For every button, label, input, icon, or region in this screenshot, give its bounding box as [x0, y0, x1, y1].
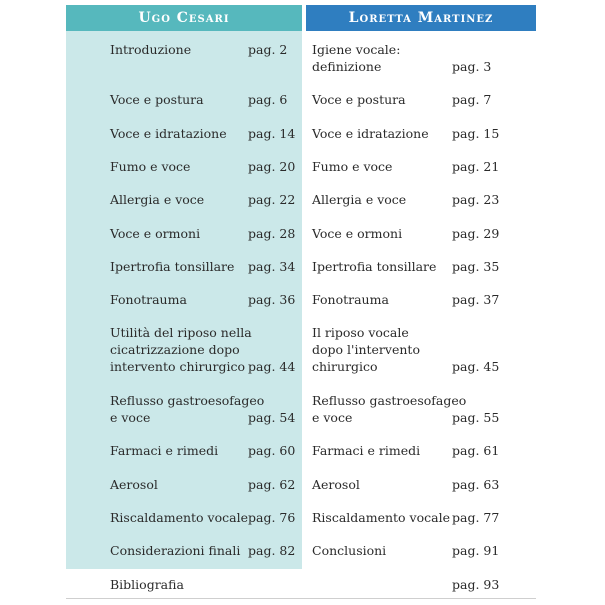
left-toc-entry-title-line: Riscaldamento vocale [110, 510, 248, 525]
bibliography-title: Bibliografia [110, 577, 184, 592]
left-toc-entry-title [110, 225, 200, 242]
right-toc-entry-title [312, 542, 386, 559]
left-toc-entry-title-line: Voce e postura [110, 92, 204, 107]
left-toc-entry-title [110, 291, 187, 308]
right-toc-entry-page: pag. 3 [452, 59, 492, 74]
left-toc-entry-title-line: intervento chirurgico [110, 359, 246, 374]
right-toc-entry-page: pag. 55 [452, 410, 500, 425]
right-toc-entry-title [312, 509, 450, 526]
left-toc-entry-page: pag. 22 [248, 192, 296, 207]
left-toc-entry-title-line: Introduzione [110, 42, 192, 57]
left-toc-entry-title [110, 542, 240, 559]
right-toc-entry-title [312, 476, 360, 493]
left-toc-entry-page: pag. 2 [248, 42, 288, 57]
right-toc-entry-title [312, 91, 406, 108]
left-toc-entry-page: pag. 36 [248, 292, 296, 307]
left-toc-entry-title-line: Considerazioni finali [110, 543, 241, 558]
left-toc-entry-title-line: Reflusso gastroesofageo [110, 393, 265, 408]
left-toc-entry-page: pag. 34 [248, 259, 296, 274]
right-toc-entry-title [312, 258, 436, 275]
left-toc-entry-title [110, 509, 248, 526]
right-toc-entry-page: pag. 29 [452, 226, 500, 241]
left-toc-entry-page: pag. 20 [248, 159, 296, 174]
right-toc-entry-title-line: e voce [312, 410, 353, 425]
right-toc-entry-title [312, 41, 400, 75]
right-toc-entry-title-line: Voce e ormoni [312, 226, 403, 241]
left-toc-entry-title-line: Allergia e voce [110, 192, 205, 207]
left-toc-entry-title [110, 476, 158, 493]
right-toc-entry-page: pag. 91 [452, 543, 500, 558]
right-toc-entry-title [312, 324, 420, 375]
right-toc-entry-title-line: definizione [312, 59, 382, 74]
left-toc-entry-title [110, 392, 264, 426]
left-toc-entry-page: pag. 6 [248, 92, 288, 107]
right-toc-entry-title [312, 291, 389, 308]
right-toc-entry-title [312, 125, 429, 142]
right-toc-entry-title [312, 158, 392, 175]
left-toc-entry-title-line: e voce [110, 410, 151, 425]
left-toc-entry-title [110, 91, 204, 108]
right-toc-entry-page: pag. 63 [452, 477, 500, 492]
left-toc-entry-title [110, 191, 204, 208]
author-header-left: Ugo Cesari [66, 5, 302, 31]
right-toc-entry-title-line: Allergia e voce [312, 192, 407, 207]
right-toc-entry-title-line: chirurgico [312, 359, 378, 374]
right-toc-entry-title-line: Aerosol [312, 477, 360, 492]
right-toc-entry-page: pag. 23 [452, 192, 500, 207]
right-toc-entry-title [312, 392, 466, 426]
left-toc-entry-title-line: Ipertrofia tonsillare [110, 259, 235, 274]
right-toc-entry-title-line: Conclusioni [312, 543, 387, 558]
right-toc-entry-title-line: Reflusso gastroesofageo [312, 393, 467, 408]
right-toc-entry-title-line: Il riposo vocale [312, 325, 409, 340]
left-toc-entry-title [110, 158, 190, 175]
left-toc-entry-title [110, 442, 218, 459]
left-toc-entry-page: pag. 60 [248, 443, 296, 458]
right-toc-entry-page: pag. 61 [452, 443, 500, 458]
left-toc-entry-title-line: Voce e ormoni [110, 226, 201, 241]
right-toc-entry-title [312, 442, 420, 459]
right-toc-entry-title-line: dopo l'intervento [312, 342, 420, 357]
author-header-right: Loretta Martinez [306, 5, 536, 31]
right-toc-entry-title-line: Fonotrauma [312, 292, 389, 307]
left-toc-entry-page: pag. 44 [248, 359, 296, 374]
left-toc-entry-title-line: Fumo e voce [110, 159, 191, 174]
right-toc-entry-title [312, 191, 406, 208]
left-toc-entry-title-line: Fonotrauma [110, 292, 187, 307]
left-toc-entry-title [110, 125, 227, 142]
left-toc-entry-page: pag. 76 [248, 510, 296, 525]
right-toc-entry-title [312, 225, 402, 242]
right-toc-entry-page: pag. 15 [452, 126, 500, 141]
right-toc-entry-page: pag. 37 [452, 292, 500, 307]
right-toc-entry-page: pag. 21 [452, 159, 500, 174]
right-toc-entry-title-line: Igiene vocale: [312, 42, 401, 57]
left-toc-entry-page: pag. 62 [248, 477, 296, 492]
right-toc-entry-page: pag. 45 [452, 359, 500, 374]
left-toc-entry-title-line: Voce e idratazione [110, 126, 227, 141]
left-toc-entry-page: pag. 82 [248, 543, 296, 558]
left-toc-entry-title [110, 41, 191, 58]
right-toc-entry-page: pag. 77 [452, 510, 500, 525]
left-toc-entry-title-line: Utilità del riposo nella [110, 325, 252, 340]
left-toc-entry-title-line: cicatrizzazione dopo [110, 342, 240, 357]
right-toc-entry-title-line: Farmaci e rimedi [312, 443, 421, 458]
footer-divider [66, 598, 536, 599]
right-toc-entry-title-line: Fumo e voce [312, 159, 393, 174]
left-toc-entry-page: pag. 28 [248, 226, 296, 241]
right-toc-entry-title-line: Riscaldamento vocale [312, 510, 450, 525]
right-toc-entry-page: pag. 35 [452, 259, 500, 274]
right-toc-entry-page: pag. 7 [452, 92, 492, 107]
left-toc-entry-title [110, 324, 252, 375]
right-toc-entry-title-line: Voce e postura [312, 92, 406, 107]
right-toc-entry-title-line: Voce e idratazione [312, 126, 429, 141]
left-toc-entry-title-line: Aerosol [110, 477, 158, 492]
left-toc-entry-title [110, 258, 234, 275]
left-toc-entry-title-line: Farmaci e rimedi [110, 443, 219, 458]
left-toc-entry-page: pag. 54 [248, 410, 296, 425]
bibliography-page: pag. 93 [452, 577, 500, 592]
right-toc-entry-title-line: Ipertrofia tonsillare [312, 259, 437, 274]
left-toc-entry-page: pag. 14 [248, 126, 296, 141]
